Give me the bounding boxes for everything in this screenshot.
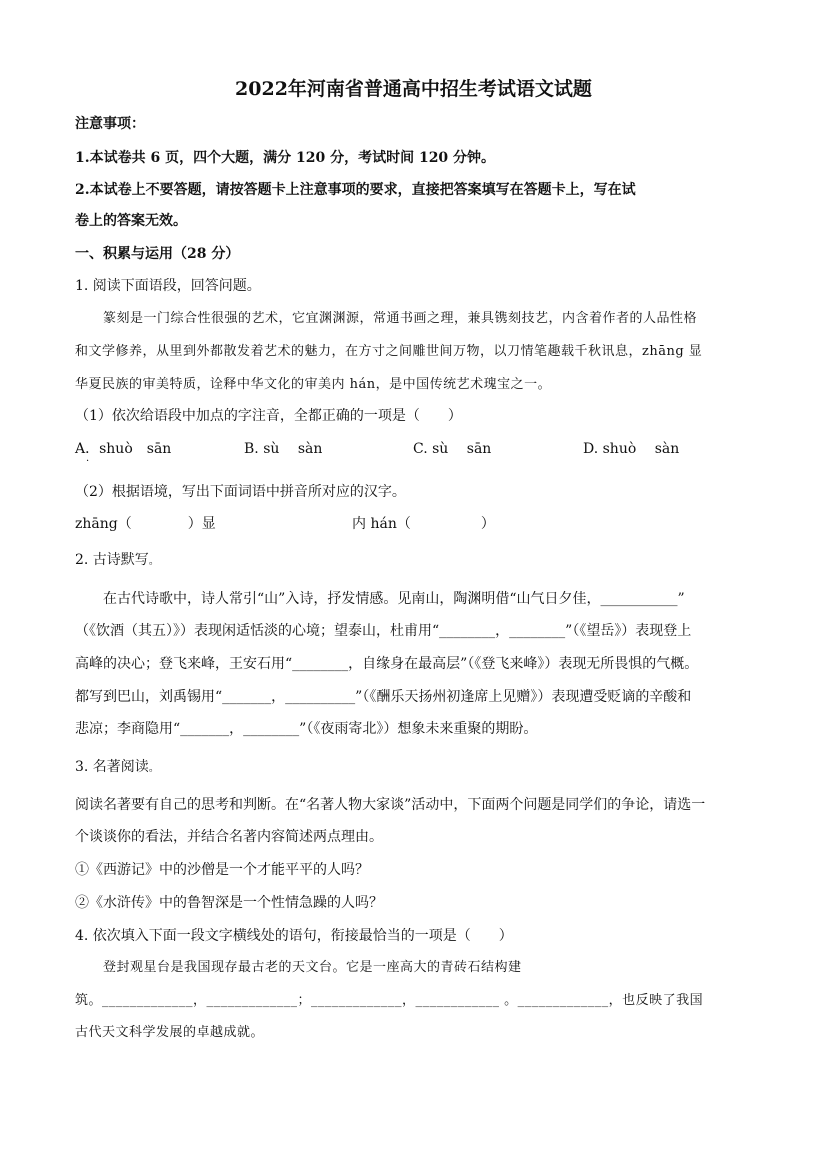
q1-sub-question-2: （2）根据语境，写出下面词语中拼音所对应的汉字。 <box>75 484 406 500</box>
q1-blank-zhang: zhāng（ ）显 <box>75 516 216 532</box>
q2-line-3: 高峰的决心；登飞来峰，王安石用“________，自缘身在最高层”（《登飞来峰》）表现无所畏惧的气概。 <box>75 656 699 672</box>
q4-line-1: 登封观星台是我国现存最古老的天文台。它是一座高大的青砖石结构建 <box>103 960 522 975</box>
q1-option-c: C. sù sān <box>413 441 492 457</box>
notes-item-1: 1.本试卷共 6 页，四个大题，满分 120 分，考试时间 120 分钟。 <box>75 150 496 166</box>
q3-stem <box>75 757 159 779</box>
q4-line-3: 古代天文科学发展的卓越成就。 <box>75 1025 265 1040</box>
q3-item-1: ①《西游记》中的沙僧是一个才能平平的人吗？ <box>75 862 369 878</box>
q2-stem <box>75 550 159 572</box>
q2-line-5: 悲凉；李商隐用“_______，________”（《夜雨寄北》）想象未来重聚的期盼。 <box>75 721 538 737</box>
q2-stem-mark: 。 <box>148 556 159 567</box>
q4-stem: 4. 依次填入下面一段文字横线处的语句，衔接最恰当的一项是（ ） <box>75 928 513 944</box>
q3-item-2: ②《水浒传》中的鲁智深是一个性情急躁的人吗？ <box>75 895 383 911</box>
q1-paragraph-line-3: 华夏民族的审美特质，诠释中华文化的审美内 hán，是中国传统艺术瑰宝之一。 <box>75 377 552 392</box>
notes-heading: 注意事项： <box>75 116 145 132</box>
page-title: 2022年河南省普通高中招生考试语文试题 <box>235 78 592 100</box>
q2-stem-text: 2. 古诗默写 <box>75 552 149 568</box>
q1-option-a: A．shuò sān <box>75 441 172 457</box>
q1-option-d: D. shuò sàn <box>583 441 680 457</box>
q1-stem: 1. 阅读下面语段，回答问题。 <box>75 278 261 294</box>
emphasis-dot: · <box>86 456 90 467</box>
q4-line-2: 筑。_____________，_____________；_____________，____________ 。_____________，也反映了我国 <box>75 993 704 1008</box>
q1-paragraph-line-2: 和文学修养，从里到外都散发着艺术的魅力，在方寸之间雕世间万物，以刀情笔趣载千秋讯息，zhāng 显 <box>75 344 703 359</box>
q1-option-b: B. sù sàn <box>244 441 323 457</box>
q3-line-2: 个谈谈你的看法，并结合名著内容简述两点理由。 <box>75 829 383 845</box>
section-1-heading: 一、积累与运用（28 分） <box>75 246 240 262</box>
q3-stem-mark: 。 <box>148 763 159 774</box>
notes-item-2-line-2: 卷上的答案无效。 <box>75 213 187 229</box>
q3-line-1: 阅读名著要有自己的思考和判断。在“名著人物大家谈”活动中，下面两个问题是同学们的争论，请选一 <box>75 797 706 813</box>
notes-item-2-line-1: 2.本试卷上不要答题，请按答题卡上注意事项的要求，直接把答案填写在答题卡上，写在试 <box>75 182 636 198</box>
q1-paragraph-line-1: 篆刻是一门综合性很强的艺术，它宜渊渊源，常通书画之理，兼具镌刻技艺，内含着作者的人品性格 <box>103 311 698 326</box>
q2-line-4: 都写到巴山，刘禹锡用“_______，__________”（《酬乐天扬州初逢席上见赠》）表现遭受贬谪的辛酸和 <box>75 689 692 705</box>
q1-sub-question-1: （1）依次给语段中加点的字注音，全都正确的一项是（ ） <box>75 408 462 424</box>
q2-line-2: （《饮酒（其五）》）表现闲适恬淡的心境；望泰山，杜甫用“________，________”（《望岳》）表现登上 <box>75 623 692 639</box>
q3-stem-text: 3. 名著阅读 <box>75 759 149 775</box>
q2-line-1: 在古代诗歌中，诗人常引“山”入诗，抒发情感。见南山，陶渊明借“山气日夕佳，___________” <box>103 591 685 607</box>
q1-blank-han: 内 hán（ ） <box>352 516 495 532</box>
